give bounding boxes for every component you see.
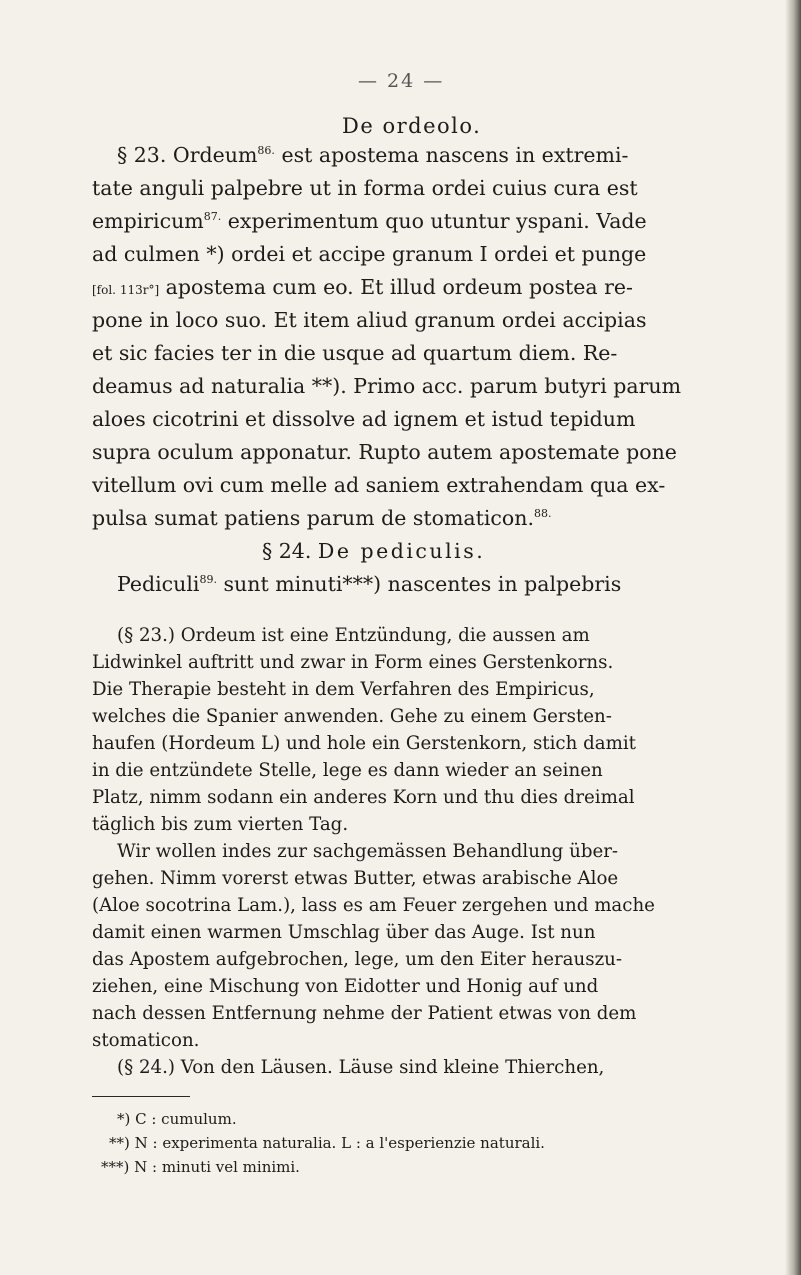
german-line-7: Platz, nimm sodann ein anderes Korn und thu dies dreimal (92, 787, 635, 808)
german-line-16: stomaticon. (92, 1030, 200, 1051)
german-line-12: damit einen warmen Umschlag über das Auge. Ist nun (92, 922, 596, 943)
latin-line-11: vitellum ovi cum melle ad saniem extrahendam qua ex- (92, 473, 666, 497)
footnote-ref-88: 88. (533, 507, 552, 521)
page-edge-shadow (785, 0, 801, 1275)
latin-line-12: pulsa sumat patiens parum de stomaticon.$^{88.}$ (92, 506, 552, 530)
section-24-heading: § 24. De pediculis. (262, 539, 486, 563)
latin-line-5: [fol. 113r°] apostema cum eo. Et illud ordeum postea re- (92, 275, 633, 299)
footnote-3: ***) N : minuti vel minimi. (101, 1158, 300, 1176)
german-line-6: in die entzündete Stelle, lege es dann wieder an seinen (92, 760, 603, 781)
latin-line-10: supra oculum apponatur. Rupto autem apostemate pone (92, 440, 677, 464)
chapter-title: De ordeolo. (342, 114, 482, 138)
german-line-15: nach dessen Entfernung nehme der Patient etwas von dem (92, 1003, 637, 1024)
latin-line-2: tate anguli palpebre ut in forma ordei cuius cura est (92, 176, 638, 200)
german-line-14: ziehen, eine Mischung von Eidotter und Honig auf und (92, 976, 599, 997)
footnote-ref-86: 86. (257, 144, 275, 158)
latin-line-6: pone in loco suo. Et item aliud granum ordei accipias (92, 308, 647, 332)
german-line-4: welches die Spanier anwenden. Gehe zu einem Gersten- (92, 706, 612, 727)
footnote-divider (92, 1096, 190, 1097)
german-line-2: Lidwinkel auftritt und zwar in Form eines Gerstenkorns. (92, 652, 614, 673)
german-line-11: (Aloe socotrina Lam.), lass es am Feuer zergehen und mache (92, 895, 655, 916)
latin-line-13: Pediculi$^{89.}$ sunt minuti***) nascentes in palpebris (117, 572, 622, 596)
page-number: — 24 — (358, 70, 445, 92)
german-line-8: täglich bis zum vierten Tag. (92, 814, 349, 835)
latin-line-7: et sic facies ter in die usque ad quartum diem. Re- (92, 341, 618, 365)
footnote-ref-87: 87. (203, 210, 222, 224)
footnote-1: *) C : cumulum. (117, 1110, 237, 1128)
german-line-17: (§ 24.) Von den Läusen. Läuse sind kleine Thierchen, (117, 1057, 605, 1078)
german-line-1: (§ 23.) Ordeum ist eine Entzündung, die aussen am (117, 625, 590, 646)
german-line-9: Wir wollen indes zur sachgemässen Behandlung über- (117, 841, 619, 862)
german-line-13: das Apostem aufgebrochen, lege, um den Eiter herauszu- (92, 949, 623, 970)
latin-line-8: deamus ad naturalia **). Primo acc. parum butyri parum (92, 374, 682, 398)
latin-line-1: § 23. Ordeum$^{86.}$ est apostema nascens in extremi- (117, 143, 629, 167)
footnote-2: **) N : experimenta naturalia. L : a l'esperienzie naturali. (109, 1134, 545, 1152)
latin-line-3: empiricum$^{87.}$ experimentum quo utuntur yspani. Vade (92, 209, 647, 233)
latin-line-9: aloes cicotrini et dissolve ad ignem et istud tepidum (92, 407, 636, 431)
german-line-10: gehen. Nimm vorerst etwas Butter, etwas arabische Aloe (92, 868, 619, 889)
german-line-5: haufen (Hordeum L) und hole ein Gerstenkorn, stich damit (92, 733, 636, 754)
footnote-ref-89: 89. (199, 573, 217, 587)
german-line-3: Die Therapie besteht in dem Verfahren des Empiricus, (92, 679, 595, 700)
latin-line-4: ad culmen *) ordei et accipe granum I ordei et punge (92, 242, 647, 266)
folio-marker: [fol. 113r°] (92, 283, 160, 297)
